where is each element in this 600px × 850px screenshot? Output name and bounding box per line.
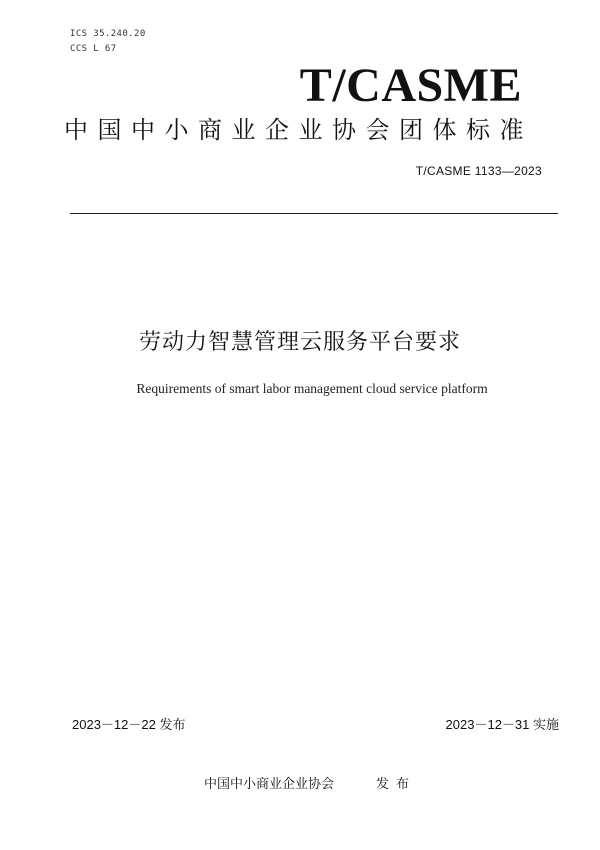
publisher-name: 中国中小商业企业协会 (204, 777, 335, 792)
standard-logo: T/CASME (299, 59, 522, 112)
document-title-english: Requirements of smart labor management cloud service platform (136, 381, 488, 396)
header-divider (70, 213, 558, 214)
ics-code: ICS 35.240.20 (70, 29, 146, 39)
issue-date: 2023－12－22 发布 (72, 717, 186, 732)
ccs-code: CCS L 67 (70, 44, 117, 54)
document-title-chinese: 劳动力智慧管理云服务平台要求 (138, 330, 461, 355)
publish-label: 发布 (376, 777, 417, 792)
implementation-date: 2023－12－31 实施 (445, 717, 559, 732)
standard-number: T/CASME 1133—2023 (415, 164, 542, 178)
organization-title: 中国中小商业企业协会团体标准 (64, 116, 533, 144)
